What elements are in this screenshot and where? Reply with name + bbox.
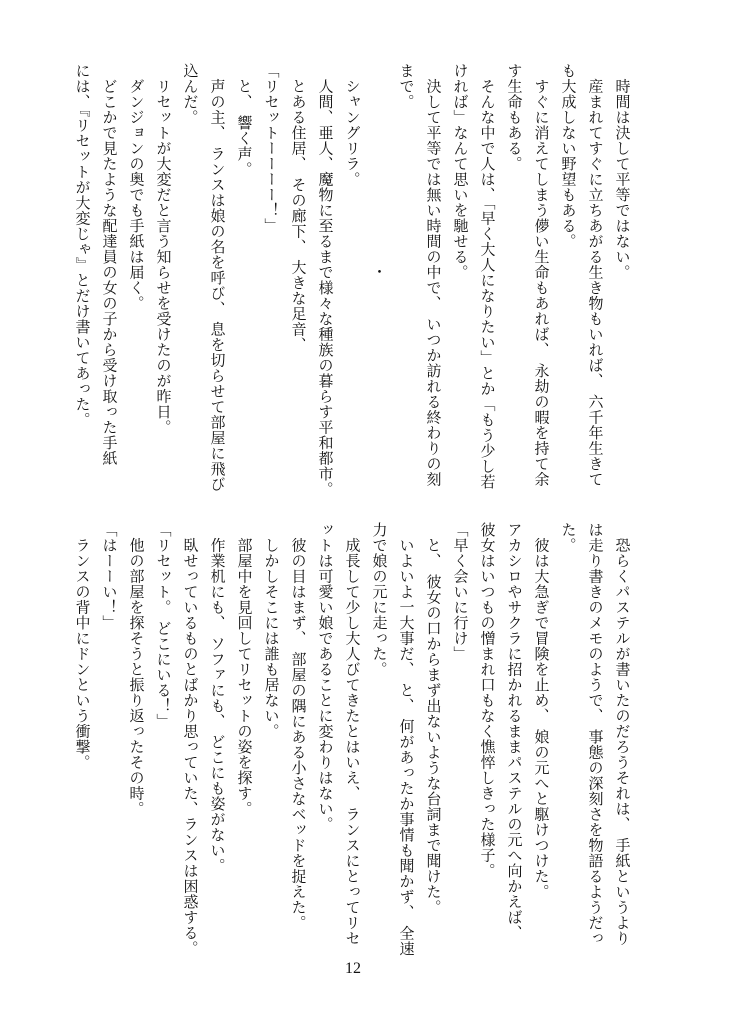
- text-column: ランスの背中にドンという衝撃。: [73, 522, 92, 770]
- text-column: しかしそこには誰も居ない。: [262, 522, 281, 739]
- text-column: 込んだ。: [181, 63, 200, 125]
- text-column: 彼の目はまず、 部屋の隅にある小さなベッドを捉えた。: [289, 522, 308, 931]
- text-column: 決して平等では無い時間の中で、 いつか訪れる終わりの刻: [424, 63, 443, 487]
- text-column: まで。: [397, 63, 416, 110]
- text-column: とある住居、 その廊下、 大きな足音、: [289, 63, 308, 353]
- text-column: いよいよ一大事だ、 と、 何があったか事情も聞かず、 全速: [397, 522, 416, 957]
- text-column: と、 彼女の口からまず出ないような台詞まで聞けた。: [424, 522, 443, 915]
- text-column: リセットが大変だと言う知らせを受けたのが昨日。: [154, 63, 173, 435]
- text-column: 彼女はいつもの憎まれ口もなく憔悴しきった様子。: [478, 522, 497, 879]
- text-column: 成長して少し大人びてきたとはいえ、 ランスにとってリセ: [343, 522, 362, 946]
- text-column: 恐らくパステルが書いたのだろうそれは、 手紙というより: [613, 522, 632, 946]
- text-column: 産まれてすぐに立ちあがる生き物もいれば、 六千年生きて: [586, 63, 605, 487]
- text-column: 「早く会いに行け」: [451, 522, 470, 662]
- text-column: ければ」なんて思いを馳せる。: [451, 63, 470, 280]
- text-column: と、 響く声。: [235, 63, 254, 177]
- text-column: も大成しない野望もある。: [559, 63, 578, 249]
- text-column: には、『リセットが大変じゃ』とだけ書いてあった。: [73, 63, 92, 428]
- text-column: シャングリラ。: [343, 63, 362, 187]
- text-column: 声の主、 ランスは娘の名を呼び、 息を切らせて部屋に飛び: [208, 63, 227, 493]
- text-column: 人間、亜人、魔物に至るまで様々な種族の暮らす平和都市。: [316, 63, 335, 497]
- text-column: 「リセット。 どこにいる！」: [154, 522, 173, 729]
- text-column: ットは可愛い娘であることに変わりはない。: [316, 522, 335, 832]
- scene-separator: ・: [370, 263, 388, 279]
- page-number: 12: [345, 960, 361, 977]
- text-column: 他の部屋を探そうと振り返ったその時。: [127, 522, 146, 817]
- text-column: 部屋中を見回してリセットの姿を探す。: [235, 522, 254, 817]
- text-column: た。: [559, 522, 578, 553]
- text-column: 力で娘の元に走った。: [370, 522, 389, 677]
- text-column: どこかで見たような配達員の女の子から受け取った手紙: [100, 63, 119, 466]
- text-column: そんな中で人は、「早く大人になりたい」とか「もう少し若: [478, 63, 497, 490]
- text-column: は走り書きのメモのようで、 事態の深刻さを物語るようだっ: [586, 522, 605, 946]
- text-column: 彼は大急ぎで冒険を止め、 娘の元へと駆けつけた。: [532, 522, 551, 900]
- text-column: 時間は決して平等ではない。: [613, 63, 632, 280]
- text-column: す生命もある。: [505, 63, 524, 172]
- text-column: 臥せっているものとばかり思っていた、ランスは困惑する。: [181, 522, 200, 956]
- text-column: 作業机にも、 ソファにも、 どこにも姿がない。: [208, 522, 227, 874]
- text-column: ダンジョンの奥でも手紙は届く。: [127, 63, 146, 311]
- text-column: 「はーーい！」: [100, 522, 119, 631]
- text-column: すぐに消えてしまう儚い生命もあれば、 永劫の暇を持て余: [532, 63, 551, 487]
- text-column: 「リセットーーーー！」: [262, 63, 281, 234]
- text-column: アカシロやサクラに招かれるままパステルの元へ向かえば、: [505, 522, 524, 941]
